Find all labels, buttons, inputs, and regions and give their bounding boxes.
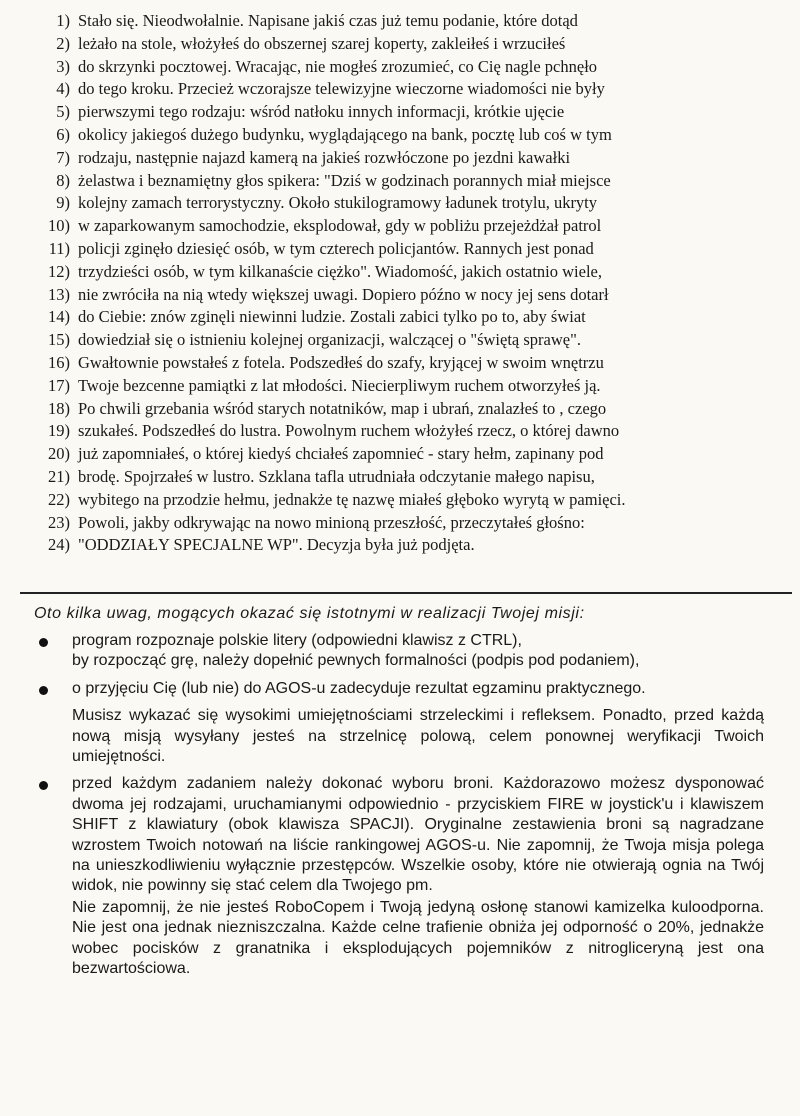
line-text: do skrzynki pocztowej. Wracając, nie mogłeś zrozumieć, co Cię nagle pchnęło	[78, 56, 598, 76]
line-number: 16)	[48, 352, 70, 372]
story-line	[28, 466, 788, 489]
line-text: do Ciebie: znów zginęli niewinni ludzie. Zostali zabici tylko po to, aby świat	[78, 307, 586, 327]
line-number: 8)	[56, 170, 70, 190]
line-number: 1)	[56, 11, 70, 30]
story-line	[28, 489, 788, 512]
line-number: 3)	[56, 56, 70, 76]
mission-notes	[34, 605, 764, 987]
story-line	[28, 375, 788, 398]
note-text: Musisz wykazać się wysokimi umiejętnościami strzeleckimi i refleksem. Ponadto, przed każdą nową misją wysyłany jesteś na strzelnicę polową, celem ponownej weryfikacji Twoich umiejętności.	[72, 707, 764, 766]
line-number: 18)	[48, 398, 70, 418]
story-line	[28, 534, 788, 557]
story-line	[28, 306, 788, 329]
line-text: okolicy jakiegoś dużego budynku, wyglądającego na bank, pocztę lub coś w tym	[78, 124, 612, 144]
section-divider	[20, 592, 792, 594]
line-text: brodę. Spojrzałeś w lustro. Szklana tafla utrudniała odczytanie małego napisu,	[78, 466, 595, 486]
line-number: 9)	[56, 193, 70, 213]
story-line	[28, 329, 788, 352]
line-number: 19)	[48, 421, 70, 441]
bullet-icon	[39, 781, 48, 790]
story-line	[28, 352, 788, 375]
line-number: 7)	[56, 147, 70, 167]
line-text: pierwszymi tego rodzaju: wśród natłoku innych informacji, krótkie ujęcie	[78, 102, 565, 122]
story-line	[28, 192, 788, 215]
line-number: 23)	[48, 512, 70, 532]
story-line	[28, 10, 788, 33]
line-text: już zapomniałeś, o której kiedyś chciałeś zapomnieć - stary hełm, zapinany pod	[78, 444, 604, 464]
note-text: by rozpocząć grę, należy dopełnić pewnych formalności (podpis pod podaniem),	[72, 652, 640, 670]
story-line	[28, 56, 788, 79]
note-text: o przyjęciu Cię (lub nie) do AGOS-u zadecyduje rezultat egzaminu praktycznego.	[72, 679, 646, 697]
line-text: do tego kroku. Przecież wczorajsze telewizyjne wieczorne wiadomości nie były	[78, 79, 605, 99]
line-number: 13)	[48, 284, 70, 304]
line-number: 2)	[56, 33, 70, 53]
story-line	[28, 284, 788, 307]
note-item-polish-letters	[34, 631, 764, 672]
line-text: w zaparkowanym samochodzie, eksplodował, gdy w pobliżu przejeżdżał patrol	[78, 216, 602, 236]
note-item-weapons	[34, 774, 764, 896]
story-line	[28, 101, 788, 124]
line-number: 14)	[48, 307, 70, 327]
line-number: 5)	[56, 102, 70, 122]
line-number: 17)	[48, 375, 70, 395]
bullet-icon	[39, 638, 48, 647]
story-line	[28, 33, 788, 56]
story-line	[28, 420, 788, 443]
line-text: Stało się. Nieodwołalnie. Napisane jakiś czas już temu podanie, które dotąd	[78, 11, 578, 30]
line-text: policji zginęło dziesięć osób, w tym czterech policjantów. Rannych jest ponad	[78, 238, 594, 258]
story-line	[28, 261, 788, 284]
bullet-icon	[39, 686, 48, 695]
line-text: trzydzieści osób, w tym kilkanaście ciężko". Wiadomość, jakich ostatnio wiele,	[78, 261, 602, 281]
line-number: 24)	[48, 535, 70, 555]
story-line	[28, 443, 788, 466]
line-number: 10)	[48, 216, 70, 236]
story-line	[28, 124, 788, 147]
line-number: 4)	[56, 79, 70, 99]
line-text: Po chwili grzebania wśród starych notatników, map i ubrań, znalazłeś to , czego	[78, 398, 607, 418]
line-number: 22)	[48, 489, 70, 509]
line-text: nie zwróciła na nią wtedy większej uwagi. Dopiero późno w nocy jej sens dotarł	[78, 284, 609, 304]
note-text: program rozpoznaje polskie litery (odpowiedni klawisz z CTRL),	[72, 632, 522, 649]
line-text: Gwałtownie powstałeś z fotela. Podszedłeś do szafy, kryjącej w swoim wnętrzu	[78, 352, 604, 372]
line-text: Powoli, jakby odkrywając na nowo minioną przeszłość, przeczytałeś głośno:	[78, 512, 585, 532]
line-text: szukałeś. Podszedłeś do lustra. Powolnym ruchem włożyłeś rzecz, o której dawno	[78, 421, 620, 441]
story-line	[28, 238, 788, 261]
story-line	[28, 78, 788, 101]
story-line	[28, 512, 788, 535]
note-paragraph-armor	[34, 898, 764, 980]
line-text: wybitego na przodzie hełmu, jednakże tę nazwę miałeś głęboko wyrytą w pamięci.	[78, 489, 626, 509]
line-number: 20)	[48, 444, 70, 464]
notes-title: Oto kilka uwag, mogących okazać się istotnymi w realizacji Twojej misji:	[34, 605, 585, 622]
note-text: Nie zapomnij, że nie jesteś RoboCopem i Twoją jedyną osłonę stanowi kamizelka kuloodporna. Nie jest ona jednak niezniszczalna. Każde celne trafienie obniża jej odporność o 20%, jednakże wobec pocisków z granatnika i eksplodujących pojemników z nitrogliceryną jest ona bezwartościowa.	[72, 898, 764, 978]
line-number: 11)	[48, 238, 70, 258]
line-text: żelastwa i beznamiętny głos spikera: "Dziś w godzinach porannych miał miejsce	[78, 170, 611, 190]
numbered-story	[28, 10, 788, 557]
line-text: "ODDZIAŁY SPECJALNE WP". Decyzja była już podjęta.	[78, 535, 475, 555]
line-text: rodzaju, następnie najazd kamerą na jakieś rozwłóczone po jezdni kawałki	[78, 147, 571, 167]
line-number: 15)	[48, 330, 70, 350]
line-text: kolejny zamach terrorystyczny. Około stukilogramowy ładunek trotylu, ukryty	[78, 193, 598, 213]
line-number: 12)	[48, 261, 70, 281]
note-text: przed każdym zadaniem należy dokonać wyboru broni. Każdorazowo możesz dysponować dwoma jej rodzajami, uruchamianymi odpowiednio - przyciskiem FIRE w joystick'u i klawiszem SHIFT z klawiatury (obok klawisza SPACJI). Oryginalne zestawienia broni są nagradzane wzrostem Twoich notowań na liście rankingowej AGOS-u. Nie zapomnij, że Twoja misja polega na unieszkodliwieniu wyłącznie przestępców. Wszelkie osoby, które nie otwierają ognia na Twój widok, nie powinny się stać celem dla Twojego pm.	[72, 775, 764, 895]
line-text: Twoje bezcenne pamiątki z lat młodości. Niecierpliwym ruchem otworzyłeś ją.	[78, 375, 601, 395]
story-line	[28, 147, 788, 170]
note-paragraph-skills	[34, 706, 764, 767]
note-item-exam	[34, 679, 764, 699]
story-line	[28, 398, 788, 421]
line-text: leżało na stole, włożyłeś do obszernej szarej koperty, zakleiłeś i wrzuciłeś	[78, 33, 566, 53]
line-text: dowiedział się o istnieniu kolejnej organizacji, walczącej o "świętą sprawę".	[78, 330, 581, 350]
story-line	[28, 170, 788, 193]
story-line	[28, 215, 788, 238]
line-number: 6)	[56, 124, 70, 144]
line-number: 21)	[48, 466, 70, 486]
